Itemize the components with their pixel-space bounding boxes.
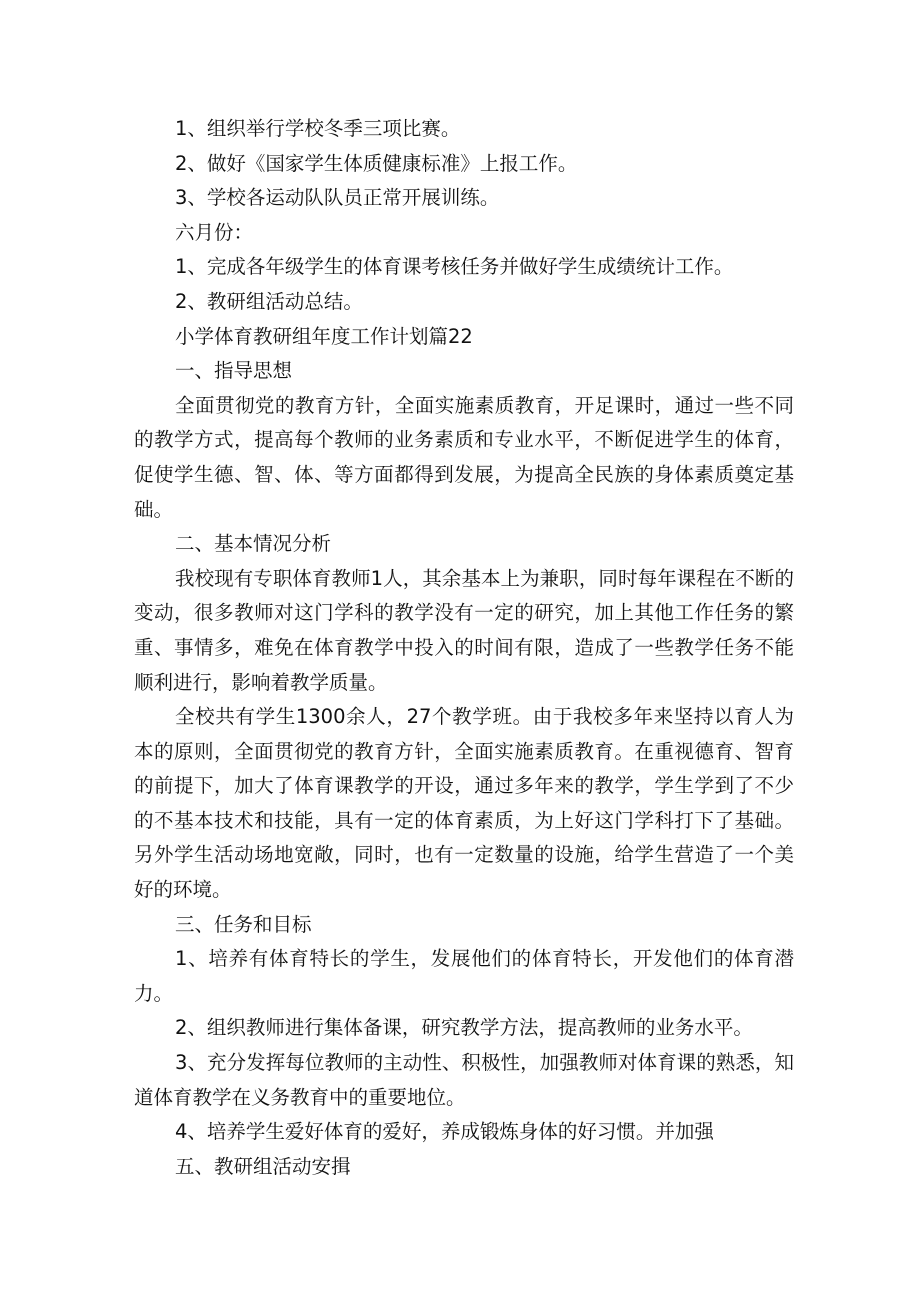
paragraph: 3、充分发挥每位教师的主动性、积极性，加强教师对体育课的熟悉，知道体育教学在义务教育中的重要地位。 (134, 1051, 794, 1109)
section-heading: 三、任务和目标 (175, 912, 312, 936)
document-body (134, 112, 794, 1184)
list-item: 1、组织举行学校冬季三项比赛。 (175, 117, 461, 140)
section-heading: 二、基本情况分析 (175, 532, 332, 556)
paragraph: 全面贯彻党的教育方针，全面实施素质教育，开足课时，通过一些不同的教学方式，提高每个教师的业务素质和专业水平，不断促进学生的体育，促使学生德、智、体、等方面都得到发展，为提高全民族的身体素质奠定基础。 (134, 393, 794, 521)
list-item: 2、做好《国家学生体质健康标准》上报工作。 (175, 151, 578, 175)
list-item: 2、教研组活动总结。 (175, 289, 363, 313)
list-item: 1、完成各年级学生的体育课考核任务并做好学生成绩统计工作。 (175, 255, 734, 279)
paragraph: 全校共有学生1300余人，27个教学班。由于我校多年来坚持以育人为本的原则，全面贯彻党的教育方针，全面实施素质教育。在重视德育、智育的前提下，加大了体育课教学的开设，通过多年来的教学，学生学到了不少的不基本技术和技能，具有一定的体育素质，为上好这门学科打下了基础。另外学生活动场地宽敞，同时，也有一定数量的设施，给学生营造了一个美好的环境。 (134, 705, 794, 902)
document-title: 小学体育教研组年度工作计划篇22 (175, 324, 473, 348)
section-heading: 一、指导思想 (175, 359, 293, 383)
paragraph: 我校现有专职体育教师1人，其余基本上为兼职，同时每年课程在不断的变动，很多教师对这门学科的教学没有一定的研究，加上其他工作任务的繁重、事情多，难免在体育教学中投入的时间有限，造成了一些教学任务不能顺利进行，影响着教学质量。 (134, 566, 794, 694)
list-item: 2、组织教师进行集体备课，研究教学方法，提高教师的业务水平。 (175, 1016, 753, 1040)
section-heading: 五、教研组活动安揖 (175, 1154, 351, 1178)
paragraph: 1、培养有体育特长的学生，发展他们的体育特长，开发他们的体育潜力。 (134, 947, 794, 1005)
list-item: 4、培养学生爱好体育的爱好，养成锻炼身体的好习惯。并加强 (175, 1120, 714, 1144)
list-item: 3、学校各运动队队员正常开展训练。 (175, 186, 500, 210)
month-heading: 六月份： (175, 220, 254, 244)
